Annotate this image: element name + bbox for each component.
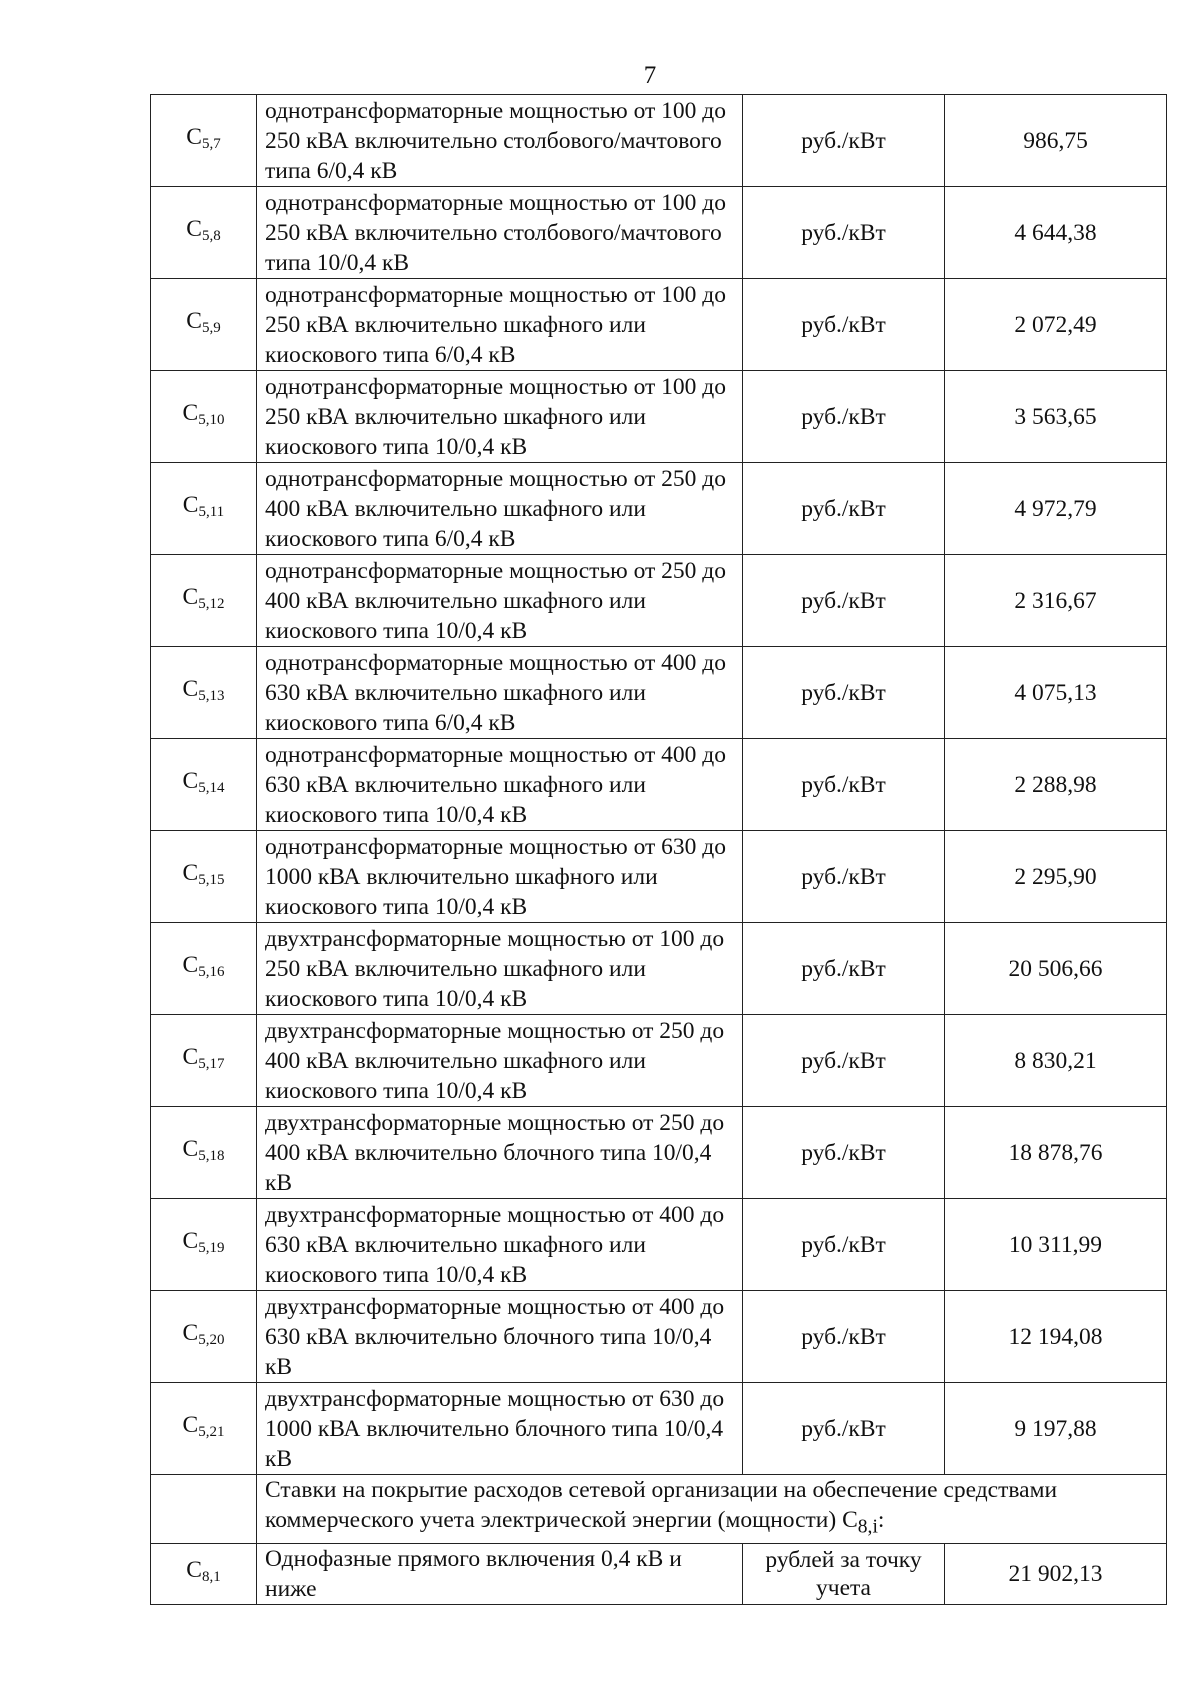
rate-code: $C_{5,12}$ bbox=[151, 555, 257, 647]
rate-code: $C_{8,1}$ bbox=[151, 1543, 257, 1604]
rates-table-body bbox=[151, 95, 1167, 1605]
table-row bbox=[151, 279, 1167, 371]
rate-description: двухтрансформаторные мощностью от 400 до 630 кВА включительно шкафного или киоскового типа 10/0,4 кВ bbox=[257, 1199, 743, 1291]
rate-value: 10 311,99 bbox=[945, 1199, 1167, 1291]
rate-value: 20 506,66 bbox=[945, 923, 1167, 1015]
rate-code: $C_{5,21}$ bbox=[151, 1383, 257, 1475]
rate-unit: руб./кВт bbox=[743, 463, 945, 555]
table-row bbox=[151, 1199, 1167, 1291]
rate-value: 2 316,67 bbox=[945, 555, 1167, 647]
rate-unit: рублей за точку учета bbox=[743, 1543, 945, 1604]
rate-description: двухтрансформаторные мощностью от 250 до 400 кВА включительно блочного типа 10/0,4 кВ bbox=[257, 1107, 743, 1199]
empty-cell bbox=[151, 1475, 257, 1544]
rate-unit: руб./кВт bbox=[743, 647, 945, 739]
rate-description: Однофазные прямого включения 0,4 кВ и ниже bbox=[257, 1543, 743, 1604]
rate-unit: руб./кВт bbox=[743, 1291, 945, 1383]
table-row bbox=[151, 1383, 1167, 1475]
rate-description: однотрансформаторные мощностью от 250 до 400 кВА включительно шкафного или киоскового типа 6/0,4 кВ bbox=[257, 463, 743, 555]
rate-description: однотрансформаторные мощностью от 100 до 250 кВА включительно столбового/мачтового типа 10/0,4 кВ bbox=[257, 187, 743, 279]
rate-unit: руб./кВт bbox=[743, 923, 945, 1015]
rate-code: $C_{5,18}$ bbox=[151, 1107, 257, 1199]
rate-unit: руб./кВт bbox=[743, 831, 945, 923]
rate-unit: руб./кВт bbox=[743, 371, 945, 463]
rate-code: $C_{5,14}$ bbox=[151, 739, 257, 831]
rate-code: $C_{5,16}$ bbox=[151, 923, 257, 1015]
rate-value: 18 878,76 bbox=[945, 1107, 1167, 1199]
rate-unit: руб./кВт bbox=[743, 739, 945, 831]
section-heading: Ставки на покрытие расходов сетевой организации на обеспечение средствами коммерческого учета электрической энергии (мощности) $C_{8,i}$: bbox=[257, 1475, 1167, 1544]
rate-description: однотрансформаторные мощностью от 100 до 250 кВА включительно столбового/мачтового типа 6/0,4 кВ bbox=[257, 95, 743, 187]
rate-code: $C_{5,13}$ bbox=[151, 647, 257, 739]
rate-code: $C_{5,9}$ bbox=[151, 279, 257, 371]
rate-code: $C_{5,17}$ bbox=[151, 1015, 257, 1107]
rate-unit: руб./кВт bbox=[743, 1199, 945, 1291]
rate-value: 2 288,98 bbox=[945, 739, 1167, 831]
rate-description: однотрансформаторные мощностью от 630 до 1000 кВА включительно шкафного или киоскового типа 10/0,4 кВ bbox=[257, 831, 743, 923]
rate-code: $C_{5,20}$ bbox=[151, 1291, 257, 1383]
rate-value: 986,75 bbox=[945, 95, 1167, 187]
rate-unit: руб./кВт bbox=[743, 95, 945, 187]
rate-value: 8 830,21 bbox=[945, 1015, 1167, 1107]
rate-code: $C_{5,10}$ bbox=[151, 371, 257, 463]
rate-description: однотрансформаторные мощностью от 100 до 250 кВА включительно шкафного или киоскового типа 6/0,4 кВ bbox=[257, 279, 743, 371]
table-row bbox=[151, 1107, 1167, 1199]
rate-code: $C_{5,15}$ bbox=[151, 831, 257, 923]
table-row bbox=[151, 371, 1167, 463]
table-row bbox=[151, 1291, 1167, 1383]
rate-value: 2 072,49 bbox=[945, 279, 1167, 371]
rate-value: 4 075,13 bbox=[945, 647, 1167, 739]
rates-table bbox=[150, 94, 1167, 1605]
rate-unit: руб./кВт bbox=[743, 187, 945, 279]
rate-description: двухтрансформаторные мощностью от 100 до 250 кВА включительно шкафного или киоскового типа 10/0,4 кВ bbox=[257, 923, 743, 1015]
rate-description: однотрансформаторные мощностью от 250 до 400 кВА включительно шкафного или киоскового типа 10/0,4 кВ bbox=[257, 555, 743, 647]
rate-unit: руб./кВт bbox=[743, 1383, 945, 1475]
table-row bbox=[151, 647, 1167, 739]
rate-code: $C_{5,19}$ bbox=[151, 1199, 257, 1291]
table-row bbox=[151, 95, 1167, 187]
rate-unit: руб./кВт bbox=[743, 279, 945, 371]
rate-description: двухтрансформаторные мощностью от 250 до 400 кВА включительно шкафного или киоскового типа 10/0,4 кВ bbox=[257, 1015, 743, 1107]
rate-value: 2 295,90 bbox=[945, 831, 1167, 923]
table-row bbox=[151, 555, 1167, 647]
rate-code: $C_{5,7}$ bbox=[151, 95, 257, 187]
rate-description: двухтрансформаторные мощностью от 630 до 1000 кВА включительно блочного типа 10/0,4 кВ bbox=[257, 1383, 743, 1475]
table-row bbox=[151, 463, 1167, 555]
rate-code: $C_{5,8}$ bbox=[151, 187, 257, 279]
table-row bbox=[151, 187, 1167, 279]
table-row bbox=[151, 923, 1167, 1015]
rate-value: 12 194,08 bbox=[945, 1291, 1167, 1383]
table-row bbox=[151, 1015, 1167, 1107]
rate-description: однотрансформаторные мощностью от 100 до 250 кВА включительно шкафного или киоскового типа 10/0,4 кВ bbox=[257, 371, 743, 463]
rate-description: однотрансформаторные мощностью от 400 до 630 кВА включительно шкафного или киоскового типа 10/0,4 кВ bbox=[257, 739, 743, 831]
rate-value: 4 644,38 bbox=[945, 187, 1167, 279]
rate-unit: руб./кВт bbox=[743, 1015, 945, 1107]
rate-unit: руб./кВт bbox=[743, 1107, 945, 1199]
page-number: 7 bbox=[643, 62, 657, 89]
section-header-row bbox=[151, 1475, 1167, 1544]
rate-code: $C_{5,11}$ bbox=[151, 463, 257, 555]
rate-value: 4 972,79 bbox=[945, 463, 1167, 555]
table-row bbox=[151, 831, 1167, 923]
rate-value: 3 563,65 bbox=[945, 371, 1167, 463]
table-row bbox=[151, 1543, 1167, 1604]
rate-description: однотрансформаторные мощностью от 400 до 630 кВА включительно шкафного или киоскового типа 6/0,4 кВ bbox=[257, 647, 743, 739]
rate-value: 21 902,13 bbox=[945, 1543, 1167, 1604]
table-row bbox=[151, 739, 1167, 831]
rate-description: двухтрансформаторные мощностью от 400 до 630 кВА включительно блочного типа 10/0,4 кВ bbox=[257, 1291, 743, 1383]
rate-unit: руб./кВт bbox=[743, 555, 945, 647]
rate-value: 9 197,88 bbox=[945, 1383, 1167, 1475]
